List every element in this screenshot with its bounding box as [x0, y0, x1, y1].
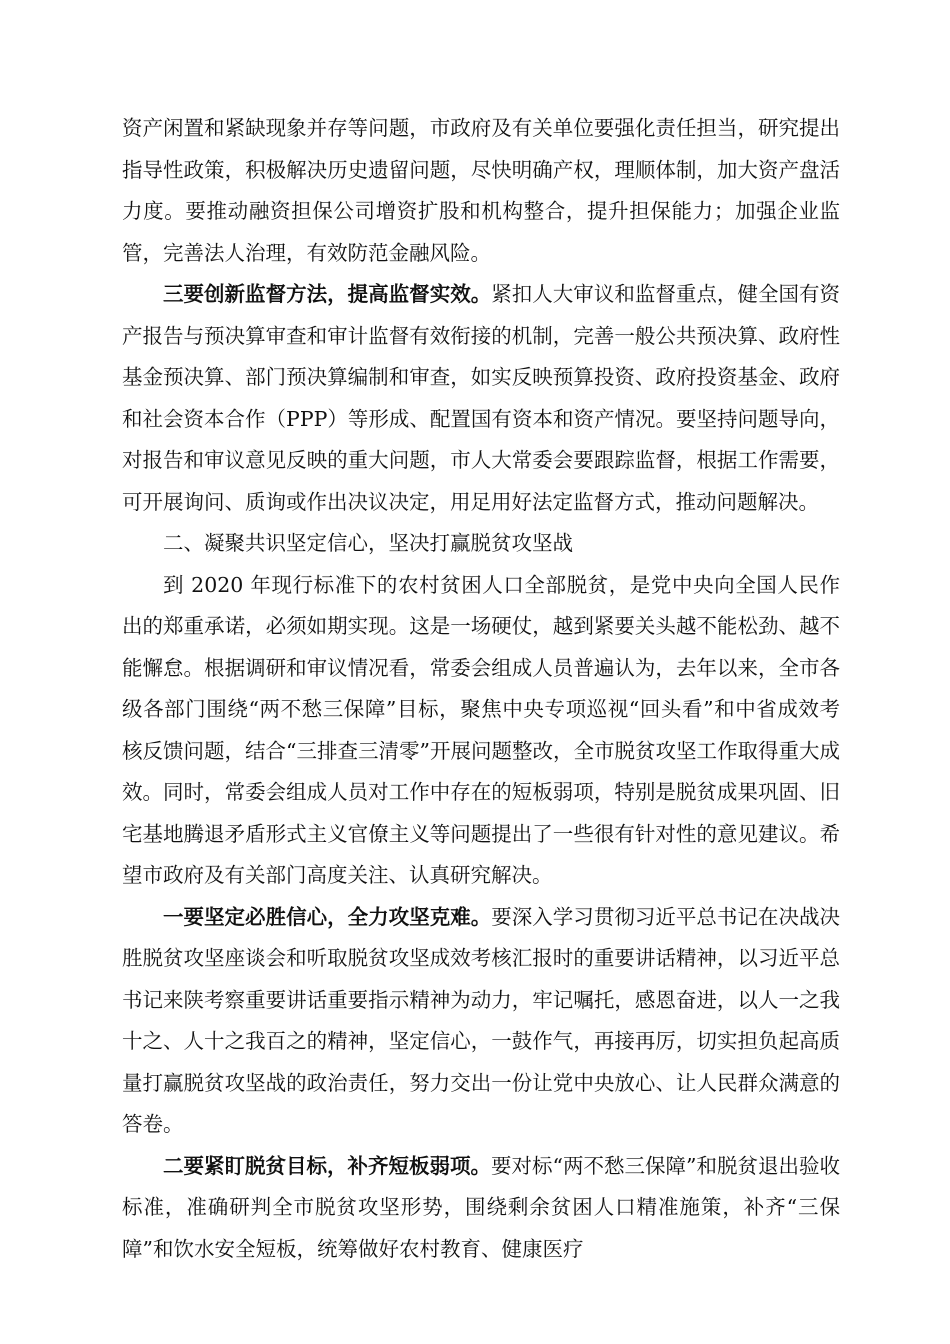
- paragraph-6: [122, 1146, 840, 1271]
- paragraph-2-text: 紧扣人大审议和监督重点，健全国有资产报告与预决算审查和审计监督有效衔接的机制，完善一般公共预决算、政府性基金预决算、部门预决算编制和审查，如实反映预算投资、政府投资基金、政府和社会资本合作（PPP）等形成、配置国有资本和资产情况。要坚持问题导向，对报告和审议意见反映的重大问题，市人大常委会要跟踪监督，根据工作需要，可开展询问、质询或作出决议决定，用足用好法定监督方式，推动问题解决。: [122, 282, 840, 514]
- paragraph-1-text: 资产闲置和紧缺现象并存等问题，市政府及有关单位要强化责任担当，研究提出指导性政策，积极解决历史遗留问题，尽快明确产权，理顺体制，加大资产盘活力度。要推动融资担保公司增资扩股和机构整合，提升担保能力；加强企业监管，完善法人治理，有效防范金融风险。: [122, 116, 840, 265]
- paragraph-1: [122, 108, 840, 274]
- section-heading-text: 二、凝聚共识坚定信心，坚决打赢脱贫攻坚战: [163, 531, 573, 555]
- section-heading: [122, 523, 840, 565]
- paragraph-2-heading: 三要创新监督方法，提高监督实效。: [163, 282, 492, 306]
- paragraph-5-text: 要深入学习贯彻习近平总书记在决战决胜脱贫攻坚座谈会和听取脱贫攻坚成效考核汇报时的重要讲话精神，以习近平总书记来陕考察重要讲话重要指示精神为动力，牢记嘱托，感恩奋进，以人一之我十之、人十之我百之的精神，坚定信心，一鼓作气，再接再厉，切实担负起高质量打赢脱贫攻坚战的政治责任，努力交出一份让党中央放心、让人民群众满意的答卷。: [122, 904, 840, 1136]
- paragraph-5: [122, 897, 840, 1146]
- paragraph-5-heading: 一要坚定必胜信心，全力攻坚克难。: [163, 904, 492, 929]
- paragraph-4-text: 到 2020 年现行标准下的农村贫困人口全部脱贫，是党中央向全国人民作出的郑重承诺，必须如期实现。这是一场硬仗，越到紧要关头越不能松劲、越不能懈怠。根据调研和审议情况看，常委会组成人员普遍认为，去年以来，全市各级各部门围绕“两不愁三保障”目标，聚焦中央专项巡视“回头看”和中省成效考核反馈问题，结合“三排查三清零”开展问题整改，全市脱贫攻坚工作取得重大成效。同时，常委会组成人员对工作中存在的短板弱项，特别是脱贫成果巩固、旧宅基地腾退矛盾形式主义官僚主义等问题提出了一些很有针对性的意见建议。希望市政府及有关部门高度关注、认真研究解决。: [122, 572, 840, 887]
- paragraph-6-text: 要对标“两不愁三保障”和脱贫退出验收标准，准确研判全市脱贫攻坚形势，围绕剩余贫困人口精准施策，补齐“三保障”和饮水安全短板，统筹做好农村教育、健康医疗: [122, 1153, 840, 1261]
- paragraph-4: [122, 565, 840, 897]
- paragraph-2: [122, 274, 840, 523]
- document-page: [122, 108, 840, 1270]
- paragraph-6-heading: 二要紧盯脱贫目标，补齐短板弱项。: [163, 1153, 492, 1178]
